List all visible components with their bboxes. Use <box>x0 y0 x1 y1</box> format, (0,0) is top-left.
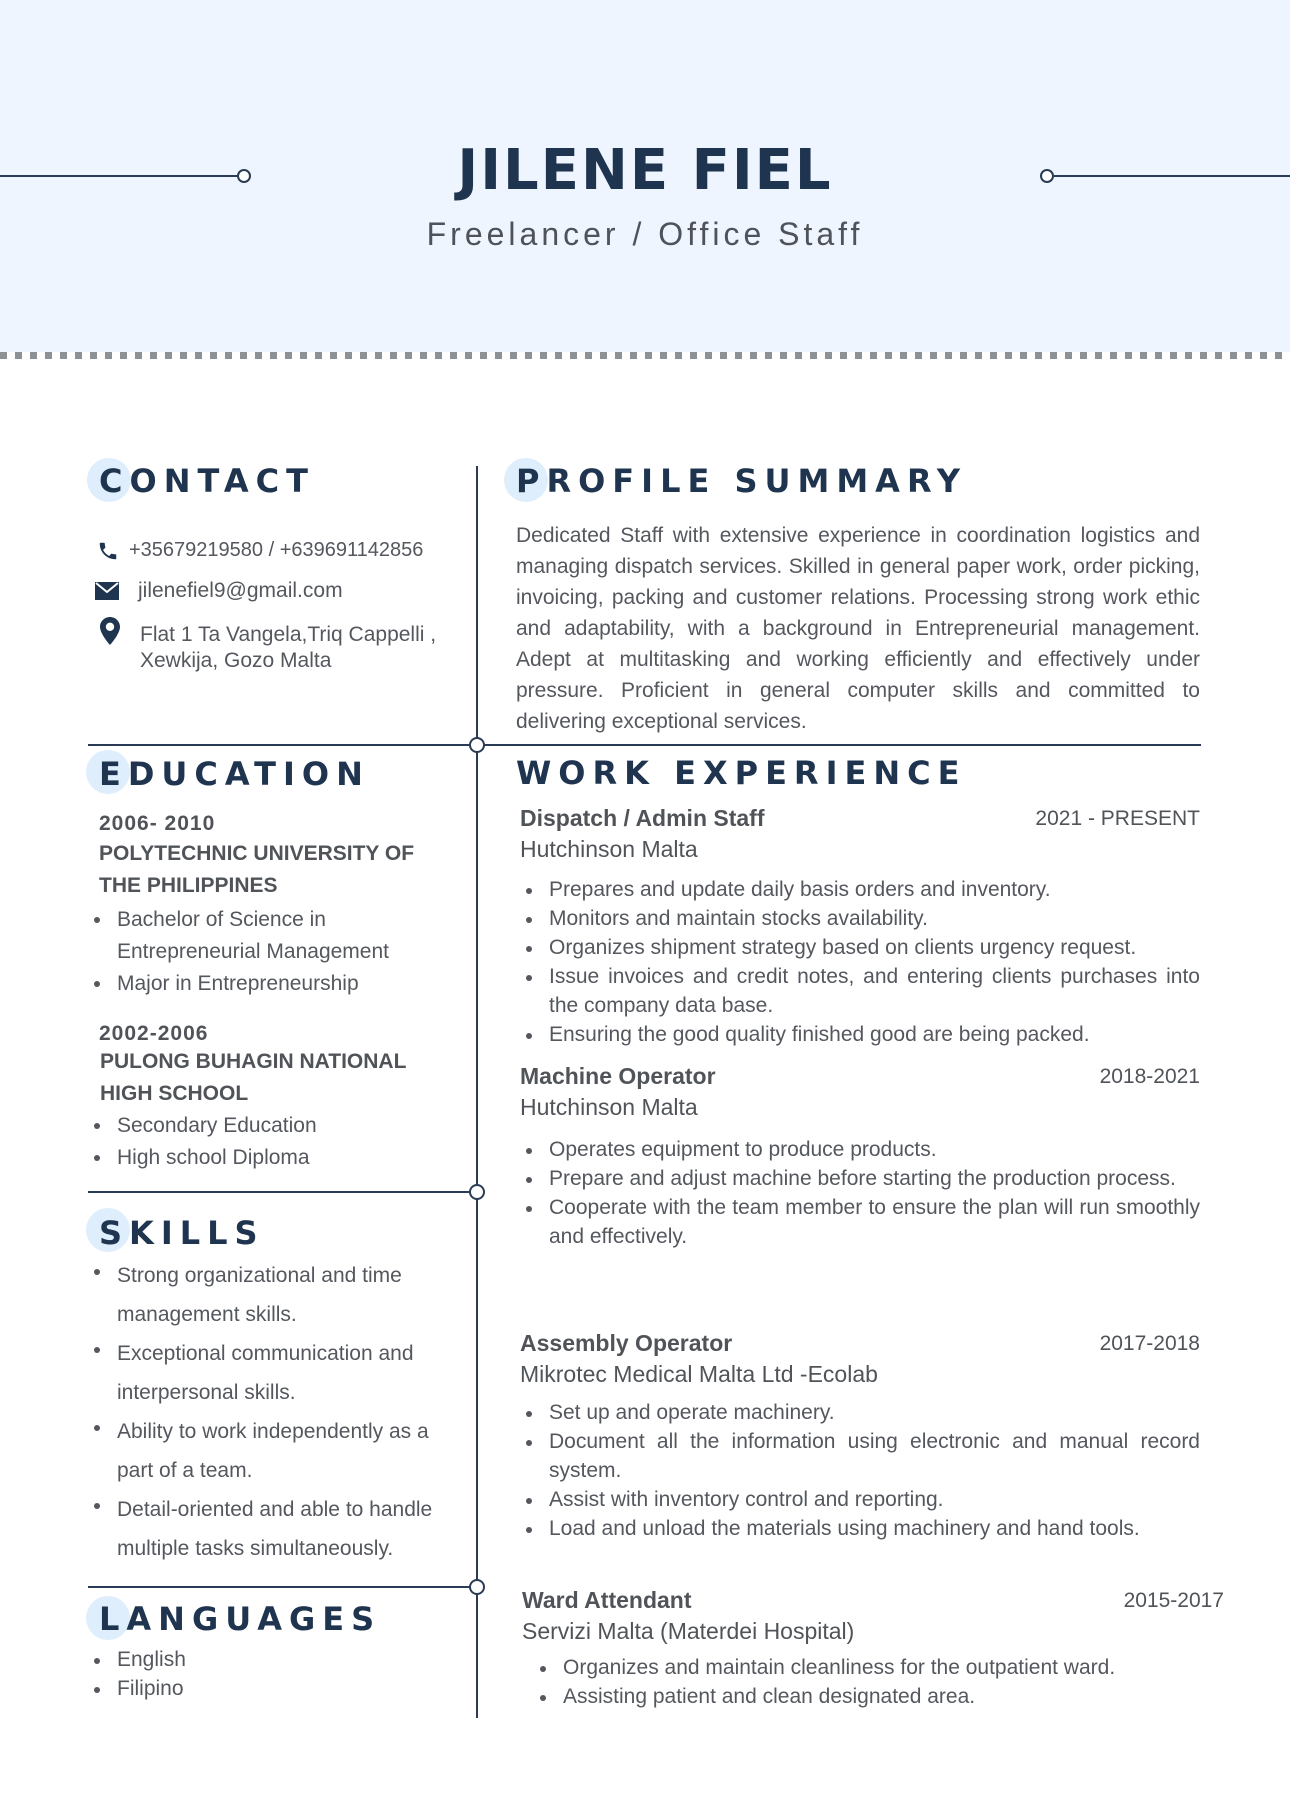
education-school-line2: HIGH SCHOOL <box>100 1082 249 1105</box>
list-item: English <box>88 1645 458 1674</box>
separator-ring <box>469 1579 485 1595</box>
list-item: Issue invoices and credit notes, and entering clients purchases into the company data base. <box>520 962 1200 1020</box>
job-duties <box>520 875 1200 1049</box>
job-title: Assembly Operator <box>520 1330 733 1356</box>
job-title: Dispatch / Admin Staff <box>520 805 765 831</box>
work-heading: WORK EXPERIENCE <box>516 754 967 792</box>
contact-email: jilenefiel9@gmail.com <box>138 579 343 602</box>
job-entry <box>520 805 1200 1049</box>
list-item: Strong organizational and time management skills. <box>88 1256 458 1334</box>
job-title: Ward Attendant <box>522 1587 692 1613</box>
education-heading: EDUCATION <box>99 755 370 793</box>
job-duties <box>520 1398 1200 1543</box>
job-date: 2015-2017 <box>1123 1589 1224 1612</box>
education-school <box>88 1046 468 1110</box>
contact-phone: +35679219580 / +639691142856 <box>129 539 424 561</box>
list-item: Set up and operate machinery. <box>520 1398 1200 1427</box>
list-item: Organizes and maintain cleanliness for the outpatient ward. <box>534 1653 1224 1682</box>
phone-icon <box>97 540 119 562</box>
job-duties <box>520 1135 1200 1251</box>
list-item: Prepares and update daily basis orders and inventory. <box>520 875 1200 904</box>
list-item: Exceptional communication and interpersonal skills. <box>88 1334 458 1412</box>
education-entry <box>88 812 468 1000</box>
profile-summary-text: Dedicated Staff with extensive experience in coordination logistics and managing dispatch services. Skilled in general paper work, order picking, invoicing, packing and customer relations. Processing strong work ethic and adaptability, with a background in Entrepreneurial management. Adept at multitasking and working efficiently and effectively under pressure. Proficient in general computer skills and committed to delivering exceptional services. <box>516 524 1200 733</box>
list-item: Operates equipment to produce products. <box>520 1135 1200 1164</box>
profile-heading: PROFILE SUMMARY <box>516 462 967 500</box>
list-item: Detail-oriented and able to handle multiple tasks simultaneously. <box>88 1490 458 1568</box>
location-pin-icon <box>100 617 120 645</box>
job-entry <box>520 1063 1200 1251</box>
center-divider <box>476 466 478 1718</box>
list-item: Major in Entrepreneurship <box>88 968 468 1000</box>
education-items <box>88 1110 468 1174</box>
separator-skills-languages <box>88 1586 477 1588</box>
contact-address-line2: Xewkija, Gozo Malta <box>140 649 332 672</box>
education-years: 2002-2006 <box>99 1022 209 1045</box>
list-item: High school Diploma <box>88 1142 468 1174</box>
job-entry <box>520 1330 1200 1543</box>
list-item: Cooperate with the team member to ensure the plan will run smoothly and effectively. <box>520 1193 1200 1251</box>
job-date: 2018-2021 <box>1099 1065 1200 1088</box>
dotted-divider <box>0 352 1290 359</box>
education-school-line2: THE PHILIPPINES <box>99 874 278 897</box>
job-title: Machine Operator <box>520 1063 716 1089</box>
list-item: Bachelor of Science in Entrepreneurial Management <box>88 904 417 968</box>
contact-address <box>140 622 436 674</box>
separator-ring <box>469 737 485 753</box>
list-item: Secondary Education <box>88 1110 468 1142</box>
mail-icon <box>95 582 119 600</box>
list-item: Ability to work independently as a part of a team. <box>88 1412 458 1490</box>
job-company: Servizi Malta (Materdei Hospital) <box>522 1618 855 1644</box>
languages-list <box>88 1645 458 1703</box>
list-item: Monitors and maintain stocks availability. <box>520 904 1200 933</box>
candidate-name: JILENE FIEL <box>457 138 833 203</box>
list-item: Assisting patient and clean designated area. <box>534 1682 1224 1711</box>
education-entry <box>88 1022 468 1174</box>
separator-ring <box>469 1184 485 1200</box>
contact-heading: CONTACT <box>99 462 315 500</box>
list-item: Load and unload the materials using machinery and hand tools. <box>520 1514 1200 1543</box>
list-item: Organizes shipment strategy based on clients urgency request. <box>520 933 1200 962</box>
list-item: Filipino <box>88 1674 458 1703</box>
education-school-line1: PULONG BUHAGIN NATIONAL <box>100 1050 407 1073</box>
education-school-line1: POLYTECHNIC UNIVERSITY OF <box>99 842 415 865</box>
list-item: Ensuring the good quality finished good are being packed. <box>520 1020 1200 1049</box>
list-item: Document all the information using electronic and manual record system. <box>520 1427 1200 1485</box>
education-years: 2006- 2010 <box>99 812 216 835</box>
skills-heading: SKILLS <box>99 1214 265 1252</box>
contact-address-line1: Flat 1 Ta Vangela,Triq Cappelli , <box>140 623 437 646</box>
list-item: Prepare and adjust machine before starting the production process. <box>520 1164 1200 1193</box>
job-company: Hutchinson Malta <box>520 836 698 862</box>
education-items <box>88 904 468 1000</box>
job-company: Mikrotec Medical Malta Ltd -Ecolab <box>520 1361 878 1387</box>
separator-contact-education <box>88 744 1201 746</box>
job-company: Hutchinson Malta <box>520 1094 698 1120</box>
separator-education-skills <box>88 1191 477 1193</box>
job-duties <box>522 1653 1224 1711</box>
job-date: 2017-2018 <box>1099 1332 1200 1355</box>
education-school <box>88 838 468 902</box>
list-item: Assist with inventory control and reporting. <box>520 1485 1200 1514</box>
skills-list <box>88 1256 458 1568</box>
candidate-role: Freelancer / Office Staff <box>426 216 864 252</box>
languages-heading: LANGUAGES <box>99 1600 382 1638</box>
job-date: 2021 - PRESENT <box>1035 807 1200 830</box>
job-entry <box>522 1587 1224 1711</box>
